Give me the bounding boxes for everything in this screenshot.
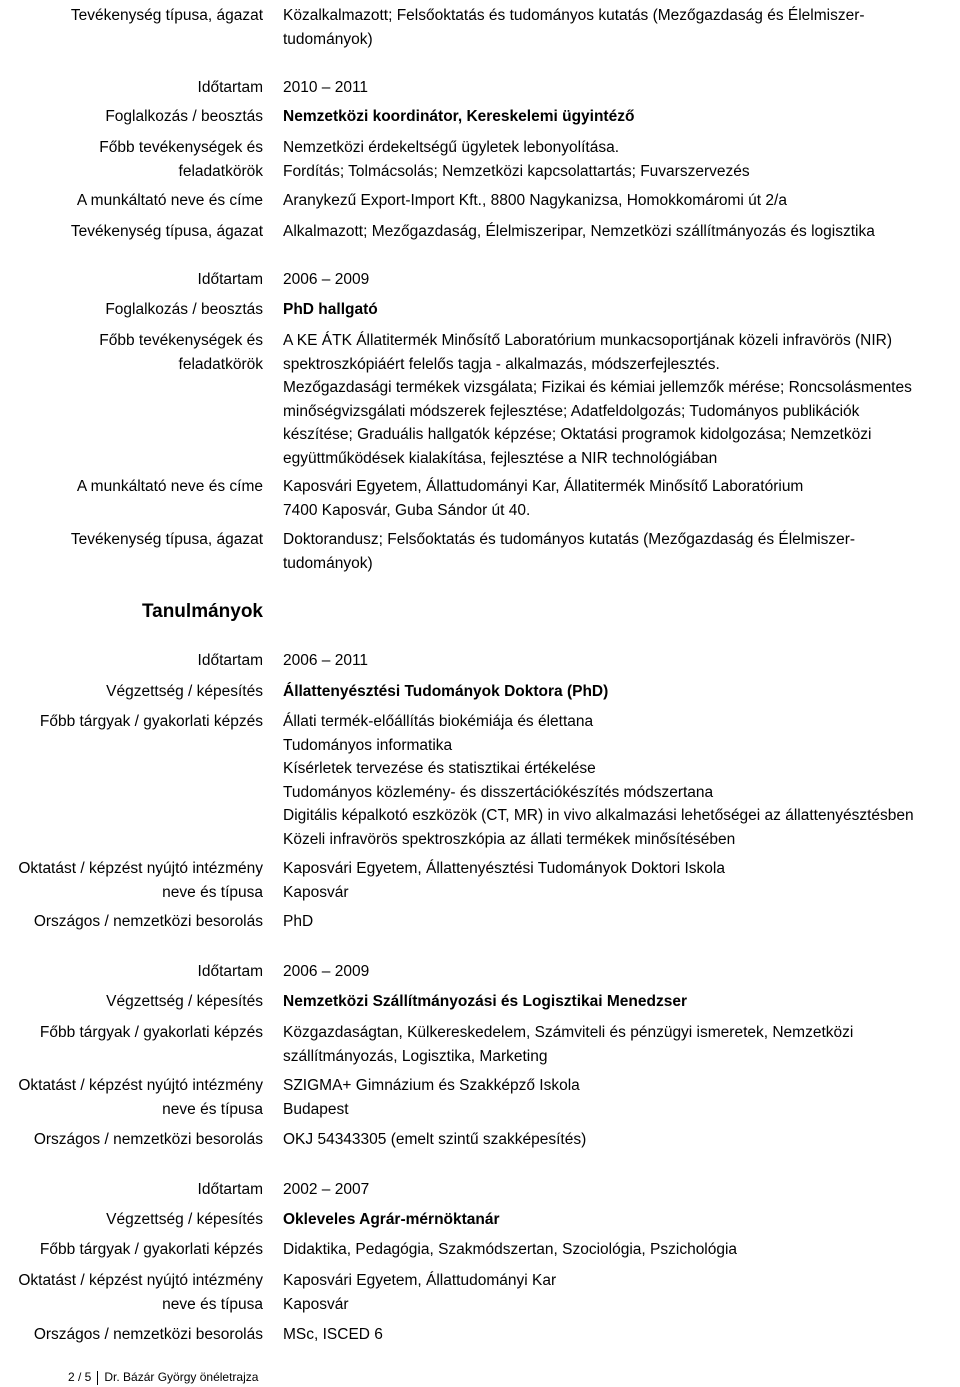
duties-value — [283, 329, 960, 470]
activity-label: Tevékenység típusa, ágazat — [70, 531, 263, 548]
duty-line: készítése; Graduális hallgatók képzése; Oktatási programok kidolgozása; Nemzetközi — [283, 426, 872, 443]
subject-line: Didaktika, Pedagógia, Szakmódszertan, Szociológia, Pszichológia — [283, 1241, 738, 1258]
activity-line: Alkalmazott; Mezőgazdaság, Élelmiszeripar, Nemzetközi szállítmányozás és logisztika — [283, 223, 875, 240]
degree-label: Végzettség / képesítés — [106, 993, 263, 1010]
duties-value — [283, 136, 960, 183]
degree-label: Végzettség / képesítés — [106, 683, 263, 700]
subject-line: szállítmányozás, Logisztika, Marketing — [283, 1047, 548, 1065]
period-label: Időtartam — [197, 652, 263, 669]
institution-label-line: Oktatást / képzést nyújtó intézmény — [18, 860, 263, 877]
level-value: MSc, ISCED 6 — [283, 1326, 383, 1343]
employer-line: 7400 Kaposvár, Guba Sándor út 40. — [283, 501, 531, 519]
employer-label: A munkáltató neve és címe — [76, 192, 263, 209]
employer-value — [283, 189, 960, 213]
institution-label — [0, 857, 263, 904]
subject-line: Közgazdaságtan, Külkereskedelem, Számviteli és pénzügyi ismeretek, Nemzetközi — [283, 1024, 854, 1041]
duties-label-line: Főbb tevékenységek és — [99, 332, 263, 349]
activity-label: Tevékenység típusa, ágazat — [70, 7, 263, 24]
period-label: Időtartam — [197, 271, 263, 288]
duties-label — [0, 329, 263, 376]
employer-line: Kaposvári Egyetem, Állattudományi Kar, Állatitermék Minősítő Laboratórium — [283, 478, 804, 495]
duty-line: Nemzetközi érdekeltségű ügyletek lebonyolítása. — [283, 139, 620, 156]
subject-line: Tudományos közlemény- és disszertációkészítés módszertana — [283, 783, 714, 801]
employer-value — [283, 475, 960, 522]
subjects-value — [283, 710, 960, 851]
institution-label-line: neve és típusa — [162, 1295, 263, 1313]
degree-value: Állattenyésztési Tudományok Doktora (PhD) — [283, 683, 609, 700]
level-value: PhD — [283, 913, 314, 930]
subject-line: Állati termék-előállítás biokémiája és élettana — [283, 713, 594, 730]
period-value: 2002 – 2007 — [283, 1181, 370, 1198]
period-label: Időtartam — [197, 79, 263, 96]
activity-line: tudományok) — [283, 30, 373, 48]
level-label: Országos / nemzetközi besorolás — [33, 913, 263, 930]
studies-heading: Tanulmányok — [141, 601, 263, 622]
activity-line: Közalkalmazott; Felsőoktatás és tudományos kutatás (Mezőgazdaság és Élelmiszer- — [283, 7, 865, 24]
institution-value — [283, 1074, 960, 1121]
subject-line: Tudományos informatika — [283, 736, 453, 754]
duties-label — [0, 136, 263, 183]
page-number: 2 / 5 — [68, 1370, 92, 1384]
period-value: 2010 – 2011 — [283, 79, 369, 96]
institution-value — [283, 1269, 960, 1316]
duty-line: Fordítás; Tolmácsolás; Nemzetközi kapcsolattartás; Fuvarszervezés — [283, 162, 750, 180]
institution-label — [0, 1269, 263, 1316]
activity-value — [283, 528, 960, 575]
institution-line: Kaposvári Egyetem, Állattudományi Kar — [283, 1272, 557, 1289]
institution-line: Kaposvár — [283, 1295, 349, 1313]
institution-line: SZIGMA+ Gimnázium és Szakképző Iskola — [283, 1077, 580, 1094]
activity-line: tudományok) — [283, 554, 373, 572]
degree-value: Okleveles Agrár-mérnöktanár — [283, 1211, 500, 1228]
institution-label-line: Oktatást / képzést nyújtó intézmény — [18, 1272, 263, 1289]
position-label: Foglalkozás / beosztás — [105, 108, 263, 125]
subjects-value — [283, 1238, 960, 1262]
document-title: Dr. Bázár György önéletrajza — [104, 1370, 259, 1384]
subject-line: Kísérletek tervezése és statisztikai értékelése — [283, 760, 596, 777]
level-label: Országos / nemzetközi besorolás — [33, 1131, 263, 1148]
duty-line: A KE ÁTK Állatitermék Minősítő Laboratórium munkacsoportjának közeli infravörös (NIR) — [283, 332, 893, 349]
institution-label-line: neve és típusa — [162, 883, 263, 901]
subject-line: Közeli infravörös spektroszkópia az állati termékek minősítésében — [283, 830, 736, 848]
degree-label: Végzettség / képesítés — [106, 1211, 263, 1228]
subject-line: Digitális képalkotó eszközök (CT, MR) in vivo alkalmazási lehetőségei az állattenyésztésben — [283, 807, 914, 824]
degree-value: Nemzetközi Szállítmányozási és Logisztikai Menedzser — [283, 993, 687, 1010]
period-value: 2006 – 2009 — [283, 271, 370, 288]
duty-line: Mezőgazdasági termékek vizsgálata; Fizikai és kémiai jellemzők mérése; Roncsolásmentes — [283, 379, 912, 396]
period-label: Időtartam — [197, 1181, 263, 1198]
institution-value — [283, 857, 960, 904]
duty-line: minőségvizsgálati módszerek fejlesztése; Adatfeldolgozás; Tudományos publikációk — [283, 402, 860, 420]
position-value: PhD hallgató — [283, 301, 378, 318]
duty-line: spektroszkópiáért felelős tagja - alkalmazás, módszerfejlesztés. — [283, 355, 720, 373]
page-footer — [68, 1369, 258, 1385]
duties-label-line: Főbb tevékenységek és — [99, 139, 263, 156]
level-value: OKJ 54343305 (emelt szintű szakképesítés) — [283, 1131, 587, 1148]
activity-value — [283, 4, 960, 51]
activity-line: Doktorandusz; Felsőoktatás és tudományos kutatás (Mezőgazdaság és Élelmiszer- — [283, 531, 856, 548]
subjects-label: Főbb tárgyak / gyakorlati képzés — [39, 1024, 263, 1041]
institution-label — [0, 1074, 263, 1121]
footer-divider — [97, 1371, 98, 1385]
duties-label-line: feladatkörök — [178, 162, 263, 180]
institution-label-line: Oktatást / képzést nyújtó intézmény — [18, 1077, 263, 1094]
subjects-label: Főbb tárgyak / gyakorlati képzés — [39, 713, 263, 730]
institution-line: Kaposvári Egyetem, Állattenyésztési Tudományok Doktori Iskola — [283, 860, 725, 877]
level-label: Országos / nemzetközi besorolás — [33, 1326, 263, 1343]
institution-line: Budapest — [283, 1100, 349, 1118]
subjects-label: Főbb tárgyak / gyakorlati képzés — [39, 1241, 263, 1258]
position-label: Foglalkozás / beosztás — [105, 301, 263, 318]
institution-label-line: neve és típusa — [162, 1100, 263, 1118]
institution-line: Kaposvár — [283, 883, 349, 901]
activity-value — [283, 220, 960, 244]
position-value: Nemzetközi koordinátor, Kereskelemi ügyintéző — [283, 108, 635, 125]
employer-label: A munkáltató neve és címe — [76, 478, 263, 495]
activity-label: Tevékenység típusa, ágazat — [70, 223, 263, 240]
duties-label-line: feladatkörök — [178, 355, 263, 373]
duty-line: együttműködések kialakítása, fejlesztése a NIR technológiában — [283, 449, 718, 467]
subjects-value — [283, 1021, 960, 1068]
employer-line: Aranykezű Export-Import Kft., 8800 Nagykanizsa, Homokkomáromi út 2/a — [283, 192, 787, 209]
period-label: Időtartam — [197, 963, 263, 980]
period-value: 2006 – 2009 — [283, 963, 370, 980]
period-value: 2006 – 2011 — [283, 652, 369, 669]
